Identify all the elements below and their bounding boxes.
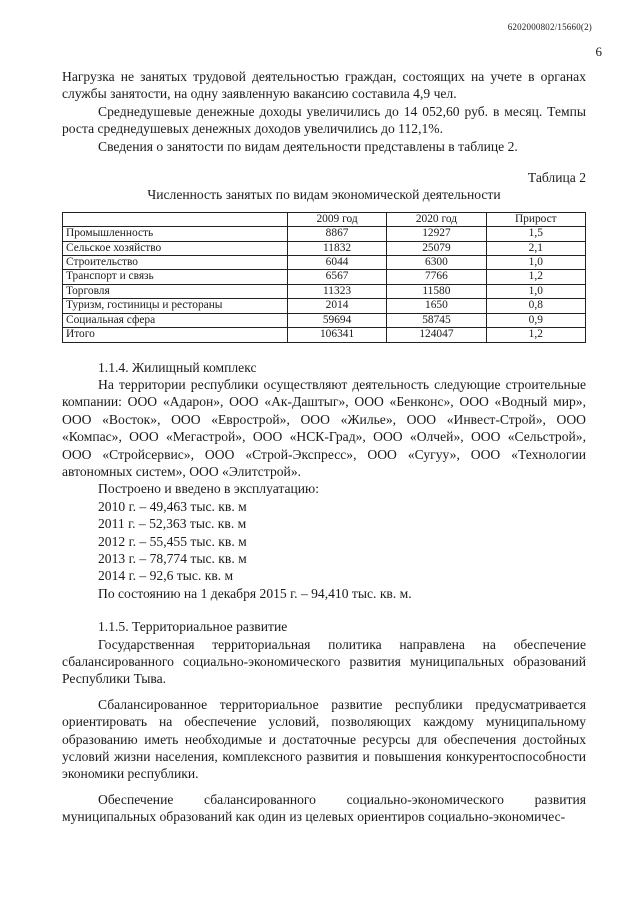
territorial-paragraph-2: Сбалансированное территориальное развитие республики предусматривается ориентировать на обеспечение условий, позволяющих каждому муниципальному образованию иметь необходимые и достаточные ресурсы для обеспечения достойных условий жизни населения, комплексного развития и повышения конкурентоспособности экономики республики. (62, 696, 586, 782)
table-header-cell: Прирост (486, 212, 585, 226)
table-cell-2009: 106341 (287, 328, 386, 342)
table-cell-sector: Сельское хозяйство (63, 241, 288, 255)
table-cell-2020: 25079 (387, 241, 486, 255)
table-cell-2020: 12927 (387, 227, 486, 241)
table-cell-growth: 2,1 (486, 241, 585, 255)
page-number: 6 (595, 44, 602, 59)
table-cell-2009: 11323 (287, 284, 386, 298)
table-row (63, 241, 586, 255)
table-cell-2009: 6567 (287, 270, 386, 284)
table-cell-growth: 1,5 (486, 227, 585, 241)
built-as-of: По состоянию на 1 декабря 2015 г. – 94,410 тыс. кв. м. (98, 585, 412, 601)
table-total-row (63, 328, 586, 342)
table-cell-2009: 8867 (287, 227, 386, 241)
table-header-cell (63, 212, 288, 226)
table-cell-2020: 11580 (387, 284, 486, 298)
table-cell-2020: 58745 (387, 313, 486, 327)
table-cell-sector: Транспорт и связь (63, 270, 288, 284)
table-cell-growth: 0,8 (486, 299, 585, 313)
intro-paragraph-1: Нагрузка не занятых трудовой деятельностью граждан, состоящих на учете в органах службы занятости, на одну заявленную вакансию составила 4,9 чел. (62, 69, 586, 102)
table-cell-2020: 1650 (387, 299, 486, 313)
table-header-cell: 2020 год (387, 212, 486, 226)
document-id: 6202000802/15660(2) (507, 22, 592, 32)
housing-companies-paragraph: На территории республики осуществляют деятельность следующие строительные компании: ООО «Адарон», ООО «Ак-Даштыг», ООО «Бенконс», ООО «Водный мир», ООО «Восток», ООО «Еврострой», ООО «Жилье», ООО «Инвест-Строй», ООО «Компас», ООО «Мегастрой», ООО «НСК-Град», ООО «Олчей», ООО «Сельстрой», ООО «Стройсервис», ООО «Строй-Экспресс», ООО «Сугуу», ООО «Технологии автономных систем», ООО «Элитстрой». (62, 376, 586, 479)
table-cell-growth: 1,2 (486, 328, 585, 342)
table-cell-2009: 6044 (287, 256, 386, 270)
page-content (62, 68, 586, 826)
table-header-row (63, 212, 586, 226)
table-cell-2020: 6300 (387, 256, 486, 270)
table-cell-sector: Торговля (63, 284, 288, 298)
table-cell-sector: Строительство (63, 256, 288, 270)
table-cell-2009: 2014 (287, 299, 386, 313)
table-label: Таблица 2 (527, 170, 586, 186)
built-item: 2014 г. – 92,6 тыс. кв. м (98, 568, 234, 584)
table-row (63, 256, 586, 270)
table-cell-2009: 59694 (287, 313, 386, 327)
table-row (63, 270, 586, 284)
table-cell-2020: 7766 (387, 270, 486, 284)
table-cell-2009: 11832 (287, 241, 386, 255)
intro-paragraph-3: Сведения о занятости по видам деятельности представлены в таблице 2. (98, 138, 518, 154)
table-cell-sector: Туризм, гостиницы и рестораны (63, 299, 288, 313)
table-cell-growth: 1,2 (486, 270, 585, 284)
table-cell-growth: 1,0 (486, 284, 585, 298)
section-heading-territorial: 1.1.5. Территориальное развитие (98, 619, 288, 635)
intro-paragraph-2: Среднедушевые денежные доходы увеличились до 14 052,60 руб. в месяц. Темпы роста среднедушевых денежных доходов увеличились до 112,1%. (62, 103, 586, 137)
table-row (63, 284, 586, 298)
territorial-paragraph-3: Обеспечение сбалансированного социально-экономического развития муниципальных образований как один из целевых ориентиров социально-экономичес- (62, 791, 586, 825)
table-cell-sector: Социальная сфера (63, 313, 288, 327)
built-item: 2011 г. – 52,363 тыс. кв. м (98, 516, 247, 532)
table-row (63, 227, 586, 241)
section-heading-housing: 1.1.4. Жилищный комплекс (98, 359, 257, 375)
table-title: Численность занятых по видам экономической деятельности (147, 187, 501, 203)
table-cell-growth: 1,0 (486, 256, 585, 270)
employment-table (62, 212, 586, 343)
built-item: 2012 г. – 55,455 тыс. кв. м (98, 533, 247, 549)
table-cell-sector: Промышленность (63, 227, 288, 241)
table-row (63, 299, 586, 313)
territorial-paragraph-1: Государственная территориальная политика направлена на обеспечение сбалансированного социально-экономического развития муниципальных образований Республики Тыва. (62, 636, 586, 687)
table-row (63, 313, 586, 327)
built-intro: Построено и введено в эксплуатацию: (98, 481, 319, 497)
built-item: 2010 г. – 49,463 тыс. кв. м (98, 498, 247, 514)
table-header-cell: 2009 год (287, 212, 386, 226)
table-cell-2020: 124047 (387, 328, 486, 342)
table-cell-growth: 0,9 (486, 313, 585, 327)
table-cell-sector: Итого (63, 328, 288, 342)
built-item: 2013 г. – 78,774 тыс. кв. м (98, 550, 247, 566)
